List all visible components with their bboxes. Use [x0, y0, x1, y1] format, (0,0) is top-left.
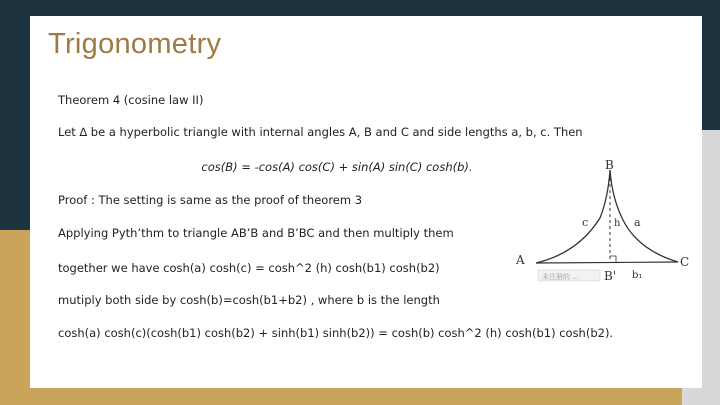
label-B-prime: B'	[604, 269, 617, 283]
side-b-line	[536, 262, 678, 263]
slide-content	[30, 16, 702, 388]
label-b1: b₁	[632, 270, 643, 281]
theorem-statement: Let ∆ be a hyperbolic triangle with internal angles A, B and C and side lengths a, b, c. Then	[58, 125, 583, 139]
label-a: a	[634, 216, 641, 229]
label-c: c	[582, 216, 589, 229]
watermark-text: 未注册的 …	[542, 273, 580, 281]
label-B: B	[605, 158, 614, 172]
theorem-formula: cos(B) = -cos(A) cos(C) + sin(A) sin(C) cosh(b).	[201, 160, 473, 174]
proof-step-3: mutiply both side by cosh(b)=cosh(b1+b2) , where b is the length	[58, 293, 440, 307]
label-A: A	[516, 253, 525, 267]
slide-title: Trigonometry	[48, 28, 222, 60]
proof-step-2: together we have cosh(a) cosh(c) = cosh^2 (h) cosh(b1) cosh(b2)	[58, 261, 440, 275]
proof-step-4: cosh(a) cosh(c)(cosh(b1) cosh(b2) + sinh(b1) sinh(b2)) = cosh(b) cosh^2 (h) cosh(b1) cosh(b2).	[58, 326, 614, 340]
theorem-heading: Theorem 4 (cosine law II)	[58, 93, 204, 107]
side-a-curve	[610, 170, 678, 262]
side-c-curve	[536, 170, 610, 263]
label-C: C	[680, 255, 690, 269]
proof-step-1: Applying Pyth’thm to triangle AB’B and B’BC and then multiply them	[58, 226, 454, 240]
hyperbolic-triangle-figure	[508, 158, 688, 288]
label-h: h	[614, 218, 621, 229]
right-angle-mark	[610, 256, 616, 262]
proof-intro: Proof : The setting is same as the proof of theorem 3	[58, 193, 363, 207]
